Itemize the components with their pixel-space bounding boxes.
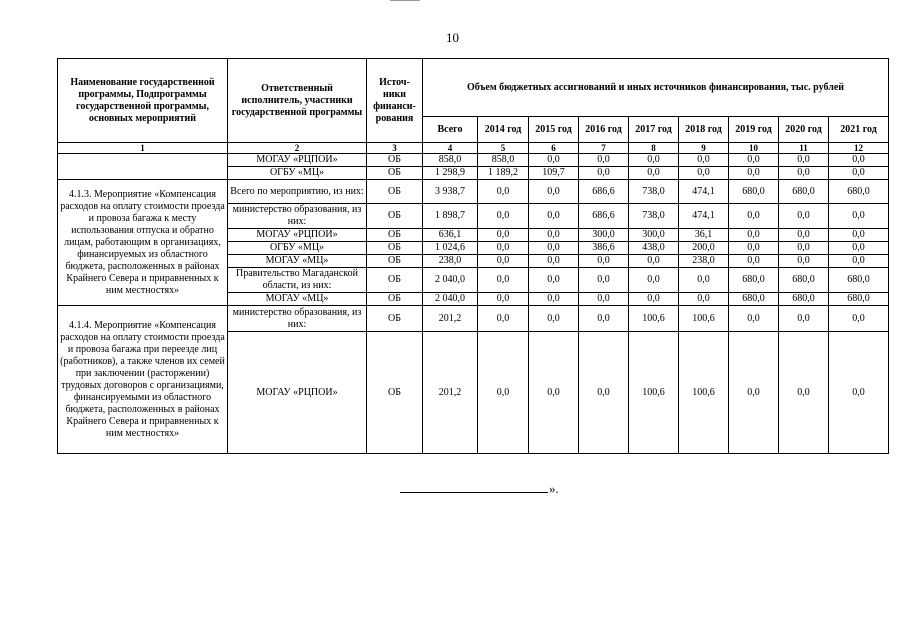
header-year: 2021 год — [829, 117, 889, 143]
value-cell: 0,0 — [579, 293, 629, 306]
value-cell: 438,0 — [629, 242, 679, 255]
value-cell: 1 298,9 — [423, 167, 478, 180]
value-cell: 0,0 — [478, 242, 529, 255]
value-cell: 0,0 — [478, 255, 529, 268]
value-cell: 0,0 — [679, 167, 729, 180]
value-cell: 0,0 — [478, 306, 529, 332]
source-cell: ОБ — [367, 204, 423, 229]
measure-name: 4.1.3. Мероприятие «Компенсация расходов на оплату стоимости проезда и провоза багажа к месту использования отпуска и обратно лицам, работающим в организациях, финансируемых из областного бюджета, расположенных в районах Крайнего Севера и приравненных к ним местностях» — [58, 180, 228, 306]
value-cell: 201,2 — [423, 306, 478, 332]
value-cell: 0,0 — [529, 154, 579, 167]
value-cell: 0,0 — [729, 204, 779, 229]
header-executor: Ответственный исполнитель, участники государственной программы — [228, 59, 367, 143]
executor-cell: МОГАУ «МЦ» — [228, 255, 367, 268]
executor-cell: ОГБУ «МЦ» — [228, 167, 367, 180]
source-cell: ОБ — [367, 229, 423, 242]
executor-cell: МОГАУ «МЦ» — [228, 293, 367, 306]
header-source: Источ-ники финанси-рования — [367, 59, 423, 143]
value-cell: 0,0 — [529, 180, 579, 204]
header-year: 2018 год — [679, 117, 729, 143]
value-cell: 0,0 — [679, 293, 729, 306]
header-name: Наименование государственной программы, Подпрограммы государственной программы, основных мероприятий — [58, 59, 228, 143]
value-cell: 0,0 — [779, 154, 829, 167]
measure-name: 4.1.4. Мероприятие «Компенсация расходов на оплату стоимости проезда и провоза багажа при переезде лиц (работников), а также членов их семей при заключении (расторжении) трудовых договоров с организациями, финансируемыми из областного бюджета, расположенных в районах Крайнего Севера и приравненных к ним местностях» — [58, 306, 228, 454]
value-cell: 0,0 — [629, 255, 679, 268]
column-number: 10 — [729, 143, 779, 154]
header-year: 2015 год — [529, 117, 579, 143]
source-cell: ОБ — [367, 268, 423, 293]
value-cell: 0,0 — [729, 242, 779, 255]
value-cell: 0,0 — [629, 268, 679, 293]
executor-cell: МОГАУ «РЦПОИ» — [228, 154, 367, 167]
value-cell: 680,0 — [729, 268, 779, 293]
value-cell: 0,0 — [729, 154, 779, 167]
executor-cell: МОГАУ «РЦПОИ» — [228, 229, 367, 242]
source-cell: ОБ — [367, 293, 423, 306]
source-cell: ОБ — [367, 180, 423, 204]
value-cell: 0,0 — [579, 306, 629, 332]
header-year: 2014 год — [478, 117, 529, 143]
value-cell: 0,0 — [829, 242, 889, 255]
value-cell: 0,0 — [529, 255, 579, 268]
value-cell: 636,1 — [423, 229, 478, 242]
column-number: 7 — [579, 143, 629, 154]
column-number: 6 — [529, 143, 579, 154]
value-cell: 201,2 — [423, 332, 478, 454]
value-cell: 0,0 — [529, 332, 579, 454]
value-cell: 0,0 — [478, 180, 529, 204]
value-cell: 686,6 — [579, 180, 629, 204]
value-cell: 0,0 — [729, 229, 779, 242]
value-cell: 0,0 — [529, 242, 579, 255]
closing-mark: ». — [549, 481, 559, 496]
value-cell: 100,6 — [629, 306, 679, 332]
value-cell: 0,0 — [779, 332, 829, 454]
header-funding: Объем бюджетных ассигнований и иных источников финансирования, тыс. рублей — [423, 59, 889, 117]
table-row — [58, 306, 889, 332]
value-cell: 738,0 — [629, 204, 679, 229]
value-cell: 386,6 — [579, 242, 629, 255]
column-number: 3 — [367, 143, 423, 154]
header-year: 2020 год — [779, 117, 829, 143]
column-number: 9 — [679, 143, 729, 154]
value-cell: 680,0 — [829, 180, 889, 204]
value-cell: 0,0 — [529, 229, 579, 242]
column-number: 11 — [779, 143, 829, 154]
value-cell: 680,0 — [779, 180, 829, 204]
value-cell: 1 898,7 — [423, 204, 478, 229]
value-cell: 858,0 — [478, 154, 529, 167]
source-cell: ОБ — [367, 306, 423, 332]
value-cell: 3 938,7 — [423, 180, 478, 204]
value-cell: 0,0 — [478, 332, 529, 454]
value-cell: 0,0 — [579, 154, 629, 167]
source-cell: ОБ — [367, 255, 423, 268]
value-cell: 0,0 — [779, 255, 829, 268]
executor-cell: МОГАУ «РЦПОИ» — [228, 332, 367, 454]
value-cell: 680,0 — [829, 293, 889, 306]
value-cell: 0,0 — [779, 229, 829, 242]
value-cell: 680,0 — [829, 268, 889, 293]
value-cell: 0,0 — [629, 167, 679, 180]
column-number: 1 — [58, 143, 228, 154]
value-cell: 0,0 — [579, 332, 629, 454]
table-row — [58, 154, 889, 167]
value-cell: 0,0 — [529, 268, 579, 293]
value-cell: 0,0 — [579, 255, 629, 268]
value-cell: 238,0 — [423, 255, 478, 268]
column-number: 8 — [629, 143, 679, 154]
page-number: 10 — [446, 30, 459, 45]
column-number: 5 — [478, 143, 529, 154]
value-cell: 0,0 — [779, 167, 829, 180]
header-year: 2016 год — [579, 117, 629, 143]
value-cell: 0,0 — [829, 154, 889, 167]
value-cell: 686,6 — [579, 204, 629, 229]
source-cell: ОБ — [367, 332, 423, 454]
value-cell: 0,0 — [478, 204, 529, 229]
value-cell: 0,0 — [478, 293, 529, 306]
value-cell: 100,6 — [679, 332, 729, 454]
value-cell: 738,0 — [629, 180, 679, 204]
value-cell: 0,0 — [829, 167, 889, 180]
value-cell: 0,0 — [829, 332, 889, 454]
value-cell: 0,0 — [779, 306, 829, 332]
value-cell: 680,0 — [779, 293, 829, 306]
value-cell: 0,0 — [529, 293, 579, 306]
value-cell: 1 189,2 — [478, 167, 529, 180]
top-rule — [390, 0, 420, 1]
value-cell: 0,0 — [529, 204, 579, 229]
value-cell: 0,0 — [729, 332, 779, 454]
value-cell: 100,6 — [629, 332, 679, 454]
value-cell: 1 024,6 — [423, 242, 478, 255]
value-cell: 0,0 — [829, 204, 889, 229]
value-cell: 0,0 — [478, 229, 529, 242]
value-cell: 109,7 — [529, 167, 579, 180]
value-cell: 474,1 — [679, 180, 729, 204]
value-cell: 858,0 — [423, 154, 478, 167]
value-cell: 0,0 — [829, 229, 889, 242]
value-cell: 0,0 — [579, 268, 629, 293]
value-cell: 0,0 — [579, 167, 629, 180]
value-cell: 0,0 — [529, 306, 579, 332]
value-cell: 0,0 — [779, 242, 829, 255]
value-cell: 0,0 — [779, 204, 829, 229]
value-cell: 0,0 — [829, 255, 889, 268]
source-cell: ОБ — [367, 154, 423, 167]
header-total: Всего — [423, 117, 478, 143]
value-cell: 680,0 — [729, 180, 779, 204]
value-cell: 0,0 — [629, 154, 679, 167]
value-cell: 0,0 — [478, 268, 529, 293]
value-cell: 0,0 — [729, 255, 779, 268]
value-cell: 300,0 — [629, 229, 679, 242]
executor-cell: министерство образования, из них: — [228, 306, 367, 332]
column-number: 2 — [228, 143, 367, 154]
value-cell: 0,0 — [729, 306, 779, 332]
header-year: 2017 год — [629, 117, 679, 143]
executor-cell: министерство образования, из них: — [228, 204, 367, 229]
value-cell: 100,6 — [679, 306, 729, 332]
value-cell: 0,0 — [829, 306, 889, 332]
budget-table — [57, 58, 889, 454]
executor-cell: Правительство Магаданской области, из них: — [228, 268, 367, 293]
value-cell: 2 040,0 — [423, 293, 478, 306]
column-number: 4 — [423, 143, 478, 154]
value-cell: 300,0 — [579, 229, 629, 242]
value-cell: 0,0 — [629, 293, 679, 306]
source-cell: ОБ — [367, 242, 423, 255]
value-cell: 0,0 — [679, 268, 729, 293]
value-cell: 2 040,0 — [423, 268, 478, 293]
table-row — [58, 180, 889, 204]
source-cell: ОБ — [367, 167, 423, 180]
value-cell: 0,0 — [729, 167, 779, 180]
executor-cell: Всего по мероприятию, из них: — [228, 180, 367, 204]
executor-cell: ОГБУ «МЦ» — [228, 242, 367, 255]
empty-name-cell — [58, 154, 228, 180]
value-cell: 474,1 — [679, 204, 729, 229]
value-cell: 200,0 — [679, 242, 729, 255]
value-cell: 680,0 — [779, 268, 829, 293]
footer-line — [400, 478, 548, 493]
header-year: 2019 год — [729, 117, 779, 143]
value-cell: 238,0 — [679, 255, 729, 268]
value-cell: 680,0 — [729, 293, 779, 306]
column-number: 12 — [829, 143, 889, 154]
value-cell: 36,1 — [679, 229, 729, 242]
value-cell: 0,0 — [679, 154, 729, 167]
